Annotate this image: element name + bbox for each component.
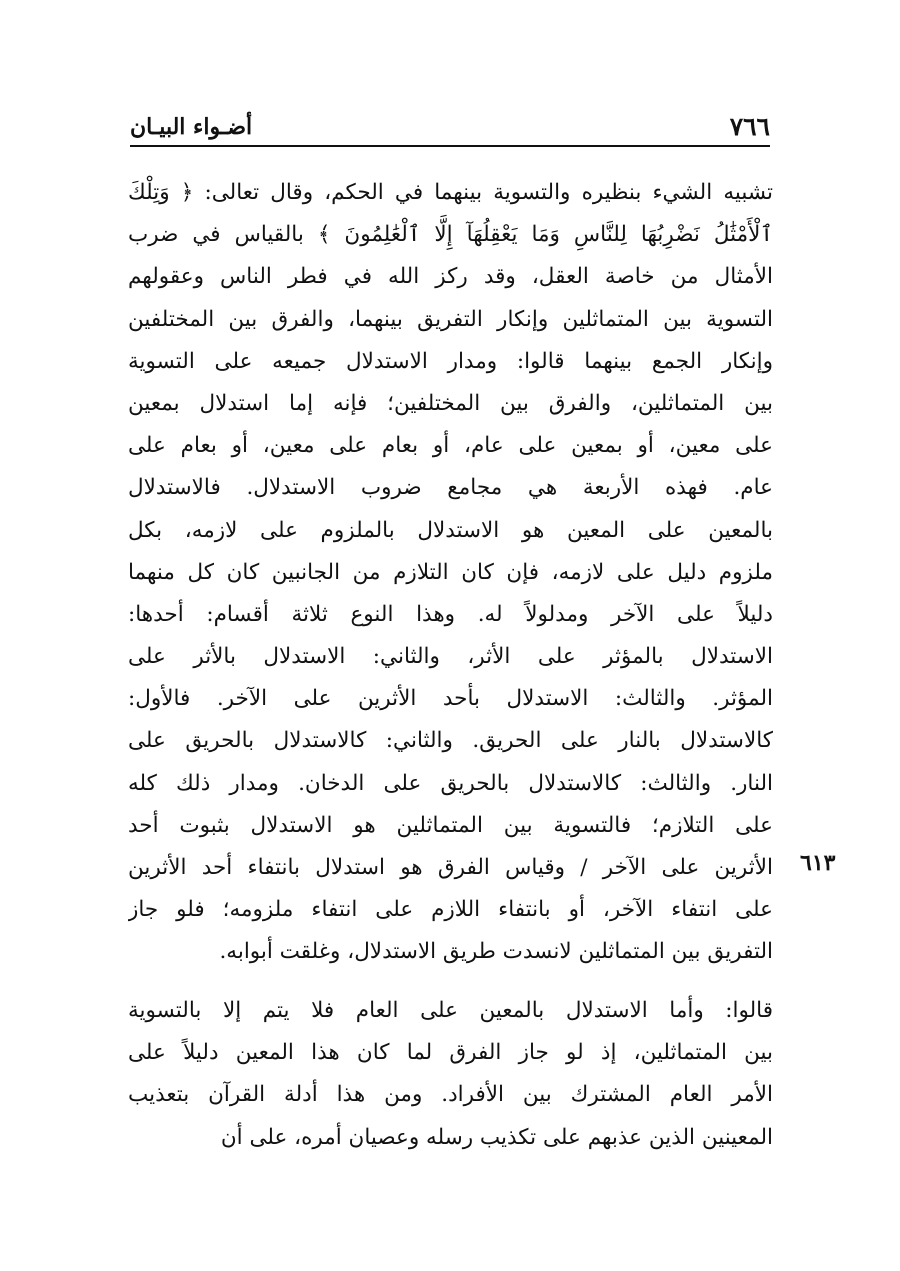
header-divider	[130, 145, 770, 147]
paragraph-2	[128, 990, 773, 1159]
text-line: ٱلْأَمْثَٰلُ نَضْرِبُهَا لِلنَّاسِ وَمَا يَعْقِلُهَآ إِلَّا ٱلْعَٰلِمُونَ ﴾ بالقياس في ضرب	[128, 222, 773, 248]
text-line: النار. والثالث: كالاستدلال بالحريق على الدخان. ومدار ذلك كله	[128, 770, 773, 796]
text-line: بين المتماثلين، إذ لو جاز الفرق لما كان هذا المعين دليلاً على	[128, 1040, 773, 1066]
page-header	[130, 112, 770, 148]
running-title: أضـواء البيـان	[130, 114, 253, 140]
margin-page-reference: ٦١٣	[800, 850, 836, 876]
text-line: وإنكار الجمع بينهما قالوا: ومدار الاستدلال جميعه على التسوية	[128, 348, 773, 374]
text-line: على معين، أو بمعين على عام، أو بعام على معين، أو بعام على	[128, 433, 773, 459]
text-line: التفريق بين المتماثلين لانسدت طريق الاستدلال، وغلقت أبوابه.	[219, 939, 773, 965]
text-line: عام. فهذه الأربعة هي مجامع ضروب الاستدلال. فالاستدلال	[128, 475, 773, 501]
text-line: قالوا: وأما الاستدلال بالمعين على العام فلا يتم إلا بالتسوية	[128, 998, 773, 1023]
text-line: الأثرين على الآخر / وقياس الفرق هو استدلال بانتفاء أحد الأثرين	[128, 855, 773, 880]
text-line: كالاستدلال بالنار على الحريق. والثاني: كالاستدلال بالحريق على	[128, 728, 773, 754]
page-number: ٧٦٦	[729, 112, 770, 141]
paragraph-1	[128, 172, 773, 974]
text-line: الأمثال من خاصة العقل، وقد ركز الله في فطر الناس وعقولهم	[128, 264, 773, 290]
text-line: على التلازم؛ فالتسوية بين المتماثلين هو الاستدلال بثبوت أحد	[128, 812, 773, 838]
text-line: بين المتماثلين، والفرق بين المختلفين؛ فإنه إما استدلال بمعين	[128, 390, 773, 416]
text-line: الاستدلال بالمؤثر على الأثر، والثاني: الاستدلال بالأثر على	[128, 644, 773, 670]
text-line: على انتفاء الآخر، أو بانتفاء اللازم على انتفاء ملزومه؛ فلو جاز	[128, 897, 773, 923]
text-line: ملزوم دليل على لازمه، فإن كان التلازم من الجانبين كان كل منهما	[128, 559, 773, 585]
text-line: التسوية بين المتماثلين وإنكار التفريق بينهما، والفرق بين المختلفين	[128, 306, 773, 332]
text-line: الأمر العام المشترك بين الأفراد. ومن هذا أدلة القرآن بتعذيب	[128, 1082, 773, 1108]
text-line: تشبيه الشيء بنظيره والتسوية بينهما في الحكم، وقال تعالى: ﴿ وَتِلْكَ	[128, 180, 773, 205]
text-line: دليلاً على الآخر ومدلولاً له. وهذا النوع ثلاثة أقسام: أحدها:	[128, 601, 773, 627]
text-line: بالمعين على المعين هو الاستدلال بالملزوم على لازمه، بكل	[128, 517, 773, 543]
text-line: المعينين الذين عذبهم على تكذيب رسله وعصيان أمره، على أن	[220, 1124, 773, 1150]
text-line: المؤثر. والثالث: الاستدلال بأحد الأثرين على الآخر. فالأول:	[128, 686, 773, 712]
